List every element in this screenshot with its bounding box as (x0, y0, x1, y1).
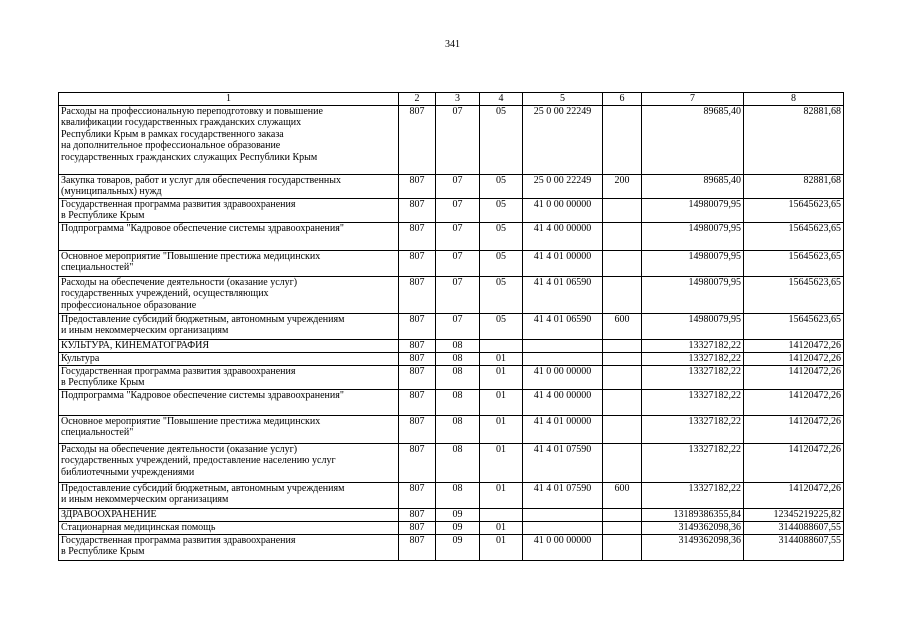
ministry-code-cell: 807 (399, 352, 436, 365)
amount-year1-cell: 3149362098,36 (642, 521, 744, 534)
row-name-line: Расходы на обеспечение деятельности (оказание услуг) (61, 276, 298, 288)
row-name-line: Стационарная медицинская помощь (61, 521, 216, 533)
row-name-line: Республики Крым в рамках государственного заказа (61, 128, 284, 140)
subsection-code-cell (480, 339, 523, 352)
amount-year1-cell: 89685,40 (642, 105, 744, 174)
subsection-code-cell: 05 (480, 198, 523, 222)
amount-year2-cell: 14120472,26 (744, 339, 844, 352)
expense-type-cell (603, 198, 642, 222)
column-header: 3 (436, 93, 480, 106)
row-name-line: квалификации государственных гражданских служащих (61, 117, 302, 128)
column-header: 8 (744, 93, 844, 106)
target-article-cell: 41 4 01 00000 (523, 250, 603, 276)
row-name-line: КУЛЬТУРА, КИНЕМАТОГРАФИЯ (61, 339, 209, 351)
section-code-cell: 09 (436, 521, 480, 534)
ministry-code-cell: 807 (399, 508, 436, 521)
section-code-cell: 08 (436, 352, 480, 365)
amount-year2-cell: 14120472,26 (744, 443, 844, 482)
ministry-code-cell: 807 (399, 174, 436, 198)
page-number: 341 (445, 39, 460, 50)
row-name-line: Закупка товаров, работ и услуг для обеспечения государственных (61, 174, 342, 186)
ministry-code-cell: 807 (399, 365, 436, 389)
table-row (59, 352, 844, 365)
row-name-cell (59, 415, 399, 443)
expense-type-cell (603, 508, 642, 521)
amount-year1-cell: 14980079,95 (642, 250, 744, 276)
amount-year1-cell: 13327182,22 (642, 339, 744, 352)
amount-year1-cell: 14980079,95 (642, 313, 744, 339)
row-name-cell (59, 339, 399, 352)
expense-type-cell (603, 222, 642, 250)
section-code-cell: 09 (436, 534, 480, 560)
column-header: 2 (399, 93, 436, 106)
section-code-cell: 07 (436, 198, 480, 222)
row-name-line: ЗДРАВООХРАНЕНИЕ (61, 508, 157, 520)
table-row (59, 508, 844, 521)
expense-type-cell (603, 521, 642, 534)
ministry-code-cell: 807 (399, 389, 436, 415)
expense-type-cell (603, 339, 642, 352)
amount-year1-cell: 13327182,22 (642, 415, 744, 443)
target-article-cell: 41 4 01 00000 (523, 415, 603, 443)
target-article-cell: 41 4 01 06590 (523, 276, 603, 313)
row-name-line: на дополнительное профессиональное образование (61, 140, 281, 151)
table-row (59, 250, 844, 276)
table-row (59, 174, 844, 198)
ministry-code-cell: 807 (399, 443, 436, 482)
amount-year2-cell: 12345219225,82 (744, 508, 844, 521)
section-code-cell: 08 (436, 482, 480, 508)
ministry-code-cell: 807 (399, 250, 436, 276)
amount-year2-cell: 14120472,26 (744, 482, 844, 508)
amount-year2-cell: 15645623,65 (744, 250, 844, 276)
table-row (59, 389, 844, 415)
section-code-cell: 07 (436, 250, 480, 276)
row-name-line: в Республике Крым (61, 546, 145, 557)
ministry-code-cell: 807 (399, 313, 436, 339)
amount-year2-cell: 15645623,65 (744, 313, 844, 339)
ministry-code-cell: 807 (399, 534, 436, 560)
row-name-cell (59, 521, 399, 534)
subsection-code-cell: 05 (480, 313, 523, 339)
target-article-cell: 41 4 00 00000 (523, 222, 603, 250)
row-name-line: Основное мероприятие "Повышение престижа медицинских (61, 250, 321, 262)
expense-type-cell: 600 (603, 482, 642, 508)
amount-year1-cell: 14980079,95 (642, 198, 744, 222)
expense-type-cell: 200 (603, 174, 642, 198)
table-row (59, 534, 844, 560)
section-code-cell: 09 (436, 508, 480, 521)
amount-year2-cell: 14120472,26 (744, 415, 844, 443)
table-row (59, 365, 844, 389)
row-name-line: в Республике Крым (61, 377, 145, 388)
row-name-cell (59, 222, 399, 250)
ministry-code-cell: 807 (399, 415, 436, 443)
row-name-line: государственных учреждений, осуществляющих (61, 288, 269, 299)
amount-year2-cell: 14120472,26 (744, 352, 844, 365)
row-name-cell (59, 352, 399, 365)
subsection-code-cell: 05 (480, 222, 523, 250)
ministry-code-cell: 807 (399, 276, 436, 313)
amount-year1-cell: 13327182,22 (642, 365, 744, 389)
row-name-cell (59, 534, 399, 560)
row-name-line: Предоставление субсидий бюджетным, автономным учреждениям (61, 482, 345, 494)
row-name-line: и иным некоммерческим организациям (61, 325, 229, 336)
target-article-cell: 41 0 00 00000 (523, 198, 603, 222)
row-name-cell (59, 389, 399, 415)
expense-type-cell (603, 250, 642, 276)
target-article-cell (523, 521, 603, 534)
table-header (59, 93, 844, 106)
amount-year2-cell: 14120472,26 (744, 365, 844, 389)
amount-year1-cell: 13327182,22 (642, 352, 744, 365)
section-code-cell: 08 (436, 339, 480, 352)
row-name-line: Расходы на обеспечение деятельности (оказание услуг) (61, 443, 298, 455)
subsection-code-cell: 05 (480, 174, 523, 198)
table-row (59, 276, 844, 313)
ministry-code-cell: 807 (399, 482, 436, 508)
section-code-cell: 08 (436, 365, 480, 389)
subsection-code-cell: 01 (480, 443, 523, 482)
subsection-code-cell: 05 (480, 250, 523, 276)
amount-year2-cell: 15645623,65 (744, 198, 844, 222)
table-row (59, 105, 844, 174)
table-row (59, 521, 844, 534)
row-name-line: Предоставление субсидий бюджетным, автономным учреждениям (61, 313, 345, 325)
amount-year1-cell: 13327182,22 (642, 482, 744, 508)
expense-type-cell (603, 276, 642, 313)
section-code-cell: 07 (436, 313, 480, 339)
amount-year2-cell: 3144088607,55 (744, 521, 844, 534)
ministry-code-cell: 807 (399, 521, 436, 534)
row-name-line: профессиональное образование (61, 299, 197, 311)
row-name-cell (59, 174, 399, 198)
row-name-line: Подпрограмма "Кадровое обеспечение системы здравоохранения" (61, 222, 344, 234)
expense-type-cell (603, 534, 642, 560)
row-name-line: (муниципальных) нужд (61, 186, 162, 197)
amount-year2-cell: 82881,68 (744, 174, 844, 198)
row-name-cell (59, 443, 399, 482)
amount-year2-cell: 3144088607,55 (744, 534, 844, 560)
amount-year2-cell: 82881,68 (744, 105, 844, 174)
row-name-line: Культура (61, 352, 100, 364)
ministry-code-cell: 807 (399, 198, 436, 222)
subsection-code-cell (480, 508, 523, 521)
ministry-code-cell: 807 (399, 339, 436, 352)
target-article-cell (523, 508, 603, 521)
amount-year2-cell: 14120472,26 (744, 389, 844, 415)
expense-type-cell (603, 415, 642, 443)
amount-year2-cell: 15645623,65 (744, 222, 844, 250)
row-name-line: в Республике Крым (61, 210, 145, 221)
column-header: 4 (480, 93, 523, 106)
target-article-cell: 41 4 01 07590 (523, 443, 603, 482)
expense-type-cell (603, 105, 642, 174)
section-code-cell: 08 (436, 389, 480, 415)
row-name-cell (59, 482, 399, 508)
target-article-cell: 41 0 00 00000 (523, 365, 603, 389)
target-article-cell: 41 0 00 00000 (523, 534, 603, 560)
budget-table (58, 92, 844, 561)
row-name-line: Государственная программа развития здравоохранения (61, 534, 296, 546)
section-code-cell: 07 (436, 276, 480, 313)
row-name-line: и иным некоммерческим организациям (61, 494, 229, 505)
section-code-cell: 07 (436, 174, 480, 198)
target-article-cell: 41 4 00 00000 (523, 389, 603, 415)
section-code-cell: 07 (436, 222, 480, 250)
row-name-cell (59, 313, 399, 339)
row-name-line: Государственная программа развития здравоохранения (61, 365, 296, 377)
subsection-code-cell: 05 (480, 105, 523, 174)
row-name-cell (59, 276, 399, 313)
amount-year1-cell: 14980079,95 (642, 222, 744, 250)
subsection-code-cell: 01 (480, 521, 523, 534)
target-article-cell (523, 352, 603, 365)
amount-year1-cell: 13189386355,84 (642, 508, 744, 521)
amount-year1-cell: 89685,40 (642, 174, 744, 198)
row-name-cell (59, 250, 399, 276)
column-header: 5 (523, 93, 603, 106)
section-code-cell: 07 (436, 105, 480, 174)
section-code-cell: 08 (436, 415, 480, 443)
amount-year1-cell: 3149362098,36 (642, 534, 744, 560)
amount-year1-cell: 13327182,22 (642, 389, 744, 415)
table-row (59, 415, 844, 443)
column-header: 1 (59, 93, 399, 106)
column-header: 7 (642, 93, 744, 106)
table-row (59, 198, 844, 222)
row-name-cell (59, 105, 399, 174)
subsection-code-cell: 01 (480, 389, 523, 415)
section-code-cell: 08 (436, 443, 480, 482)
expense-type-cell (603, 443, 642, 482)
row-name-cell (59, 198, 399, 222)
target-article-cell: 41 4 01 07590 (523, 482, 603, 508)
target-article-cell: 25 0 00 22249 (523, 174, 603, 198)
row-name-line (61, 234, 396, 246)
expense-type-cell: 600 (603, 313, 642, 339)
row-name-line: Государственная программа развития здравоохранения (61, 198, 296, 210)
target-article-cell: 25 0 00 22249 (523, 105, 603, 174)
subsection-code-cell: 01 (480, 482, 523, 508)
row-name-line: специальностей" (61, 262, 134, 273)
amount-year2-cell: 15645623,65 (744, 276, 844, 313)
row-name-cell (59, 365, 399, 389)
subsection-code-cell: 01 (480, 365, 523, 389)
row-name-line: специальностей" (61, 427, 134, 438)
subsection-code-cell: 05 (480, 276, 523, 313)
row-name-line: государственных гражданских служащих Республики Крым (61, 151, 318, 163)
table-row (59, 482, 844, 508)
amount-year1-cell: 14980079,95 (642, 276, 744, 313)
ministry-code-cell: 807 (399, 222, 436, 250)
row-name-line: библиотечными учреждениями (61, 466, 195, 478)
target-article-cell (523, 339, 603, 352)
amount-year1-cell: 13327182,22 (642, 443, 744, 482)
row-name-line: Основное мероприятие "Повышение престижа медицинских (61, 415, 321, 427)
row-name-line: государственных учреждений, предоставление населению услуг (61, 455, 336, 466)
row-name-cell (59, 508, 399, 521)
expense-type-cell (603, 389, 642, 415)
row-name-line: Расходы на профессиональную переподготовку и повышение (61, 105, 323, 117)
expense-type-cell (603, 365, 642, 389)
header-row (59, 93, 844, 106)
subsection-code-cell: 01 (480, 415, 523, 443)
table-body (59, 105, 844, 560)
column-header: 6 (603, 93, 642, 106)
subsection-code-cell: 01 (480, 534, 523, 560)
table-row (59, 339, 844, 352)
table-row (59, 443, 844, 482)
ministry-code-cell: 807 (399, 105, 436, 174)
row-name-line (61, 401, 396, 413)
expense-type-cell (603, 352, 642, 365)
target-article-cell: 41 4 01 06590 (523, 313, 603, 339)
row-name-line: Подпрограмма "Кадровое обеспечение системы здравоохранения" (61, 389, 344, 401)
table-row (59, 313, 844, 339)
table-row (59, 222, 844, 250)
subsection-code-cell: 01 (480, 352, 523, 365)
